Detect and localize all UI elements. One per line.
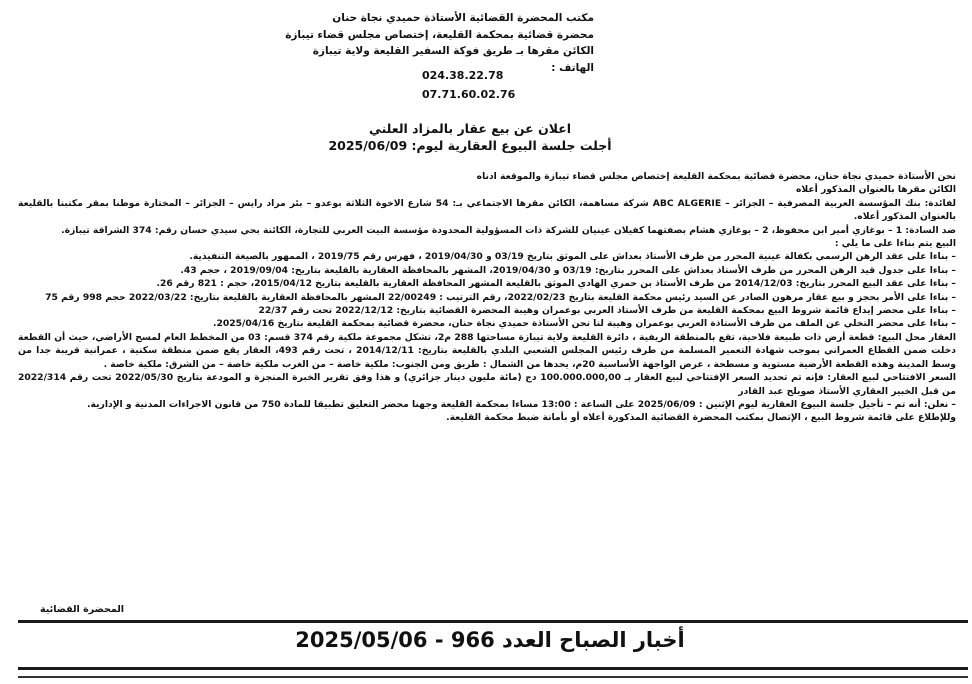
- body-paragraph: وللإطلاع على قائمة شروط البيع ، الإتصال بمكتب المحضرة القضائية المذكورة أعلاه أو بأمانة ضبط محكمة القليعة.: [446, 412, 956, 424]
- body-paragraph: – بناءا على عقد الرهن الرسمي بكفالة عينية المحرر من طرف الأستاذ بعداش على الموثق بتاريخ 03/19 و 2019/04/30 ، فهرس رقم 2019/75 ، الممهور بالصيغة التنفيذية.: [189, 251, 956, 263]
- office-phone-label: الهاتف :: [551, 61, 594, 74]
- body-paragraph: نحن الأستاذة حميدي نجاة حنان، محضرة قضائية بمحكمة القليعة إختصاص مجلس قضاء تيبازة والموقعة ادناه: [476, 171, 956, 182]
- office-line-2: محضرة قضائية بمحكمة القليعة، إختصاص مجلس قضاء تيبازة: [285, 28, 594, 41]
- body-paragraph: ضد السادة: 1 – بوغازي أمير ابن محفوظ، 2 – بوغازي هشام بصفتهما كفيلان عينيان للشركة ذات المسؤولية المحدودة مؤسسة البيت العربي للتجارة، الكائنة بحي سيدي حسان رقم: 374 الشراقة تيبازة.: [61, 224, 956, 236]
- notice-titles: [320, 120, 620, 154]
- footer-date: 2025/05/06: [295, 628, 428, 652]
- phone-number-landline: 024.38.22.78: [422, 69, 504, 82]
- body-paragraph: – بناءا على الأمر بحجز و بيع عقار مرهون الصادر عن السيد رئيس محكمة القليعة بتاريخ 2022/02/23، رقم الترتيب : 22/00249 المشهر بالمحافظة العقارية بالقليعة بتاريخ: 2022/03/22 حجم 998 رقم 75: [45, 291, 956, 303]
- phone-numbers: [422, 66, 542, 104]
- footer-publication: أخبار الصباح العدد 966: [450, 628, 685, 652]
- bottom-rule: [18, 676, 968, 678]
- phone-number-mobile: 07.71.60.02.76: [422, 88, 516, 101]
- body-paragraph: البيع يتم بناءا على ما يلي :: [834, 238, 956, 250]
- body-paragraph: – بناءا على محضر التخلي عن الملف من طرف الأستاذة العربي بوعمران وهيبة لنا نحن الأستاذة حميدي نجاة حنان، محضرة قضائية بمحكمة القليعة بتاريخ 2025/04/16.: [212, 318, 956, 330]
- notice-title: اعلان عن بيع عقار بالمزاد العلني: [368, 121, 572, 136]
- office-line-1: مكتب المحضرة القضائية الأستاذة حميدي نجاة حنان: [332, 12, 594, 24]
- body-paragraph: – بناءا على عقد البيع المحرر بتاريخ: 2014/12/03 من طرف الأستاذ بن حمري الهادي الموثق بالقليعة المشهر المحافظة العقارية بالقليعة بتاريخ 2015/04/12، حجم : 821 رقم 26.: [156, 278, 956, 290]
- notice-body: [18, 170, 956, 425]
- newspaper-footer: [290, 628, 690, 652]
- notice-subtitle: أجلت جلسة البيوع العقارية ليوم: 2025/06/09: [328, 138, 612, 153]
- bailiff-signature: المحضرة القضائية: [40, 604, 125, 615]
- body-paragraph: الكائن مقرها بالعنوان المذكور أعلاه: [795, 184, 956, 196]
- body-paragraph: – بناءا على محضر إيداع قائمة شروط البيع بمحكمة القليعة من طرف الأستاذ العربي بوعمران وهيبة المحضرة القضائية بتاريخ: 2022/12/12 تحت رقم 22/37: [258, 305, 956, 317]
- body-paragraph: السعر الافتتاحي لبيع العقار: فإنه تم تحديد السعر الإفتتاحي لبيع العقار بـ 100.000.000,00 دج (مائة مليون دينار جزائري) و هذا وفق تقرير الخبرة المنجزة و المودعة بتاريخ 2022/05/30 تحت رقم 2022/314 من قبل الخبير العقاري الأستاذ صويلح عبد القادر: [18, 372, 956, 397]
- body-paragraph: العقار محل البيع: قطعة أرض ذات طبيعة فلاحية، تقع بالمنطقة الريفية ، دائرة القليعة ولاية تيبازة مساحتها 288 م2، تشكل مجموعة ملكية رقم 374 قسم: 03 من المخطط العام لمسح الأراضي، حيث أن القطعة دخلت ضمن القطاع العمراني بموجب شهادة التعمير المسلمة من طرف رئيس المجلس الشعبي البلدي بالقليعة بتاريخ: 2014/12/11 ، تحت رقم 493، العقار يقع ضمن منطقة سكنية ، عمرانية قريبة جدا من وسط المدينة وهذه القطعة الأرضية مستوية و مسطحة ، عرض الواجهة الأساسية 20م، يحدها من الشمال : طريق ومن الجنوب: ملكية خاصة – من الغرب ملكية خاصة – من الشرق: ملكية خاصة .: [18, 331, 956, 370]
- body-paragraph: – بناءا على جدول قيد الرهن المحرر من طرف الأستاذ بعداش على المحرر بتاريخ: 03/19 و 2019/04/30، المشهر بالمحافظة العقارية بالقليعة بتاريخ: 2019/09/04 ، حجم 43.: [180, 264, 956, 276]
- footer-separator: -: [434, 628, 444, 652]
- body-paragraph: – نعلن: أنه تم – تأجيل جلسة البيوع العقارية ليوم الإثنين : 2025/06/09 على الساعة : 13:00 مساءا بمحكمة القليعة وجهنا محضر التعليق تطبيقا للمادة 750 من قانون الاجراءات المدنية و الإدارية.: [87, 398, 956, 410]
- body-paragraph: لفائدة: بنك المؤسسة العربية المصرفية – الجزائر – ABC ALGERIE شركة مساهمة، الكائن مقرها الاجتماعي بـ: 54 شارع الاخوة الثلاثة بوعدو – بئر مراد رايس – الجزائر – المختارة موطنا بمقر مكتبنا بالقليعة بالعنوان المذكور أعلاه.: [18, 197, 957, 223]
- office-line-3: الكائن مقرها بـ طريق فوكة السفير القليعة ولاية تيبازة: [312, 45, 594, 57]
